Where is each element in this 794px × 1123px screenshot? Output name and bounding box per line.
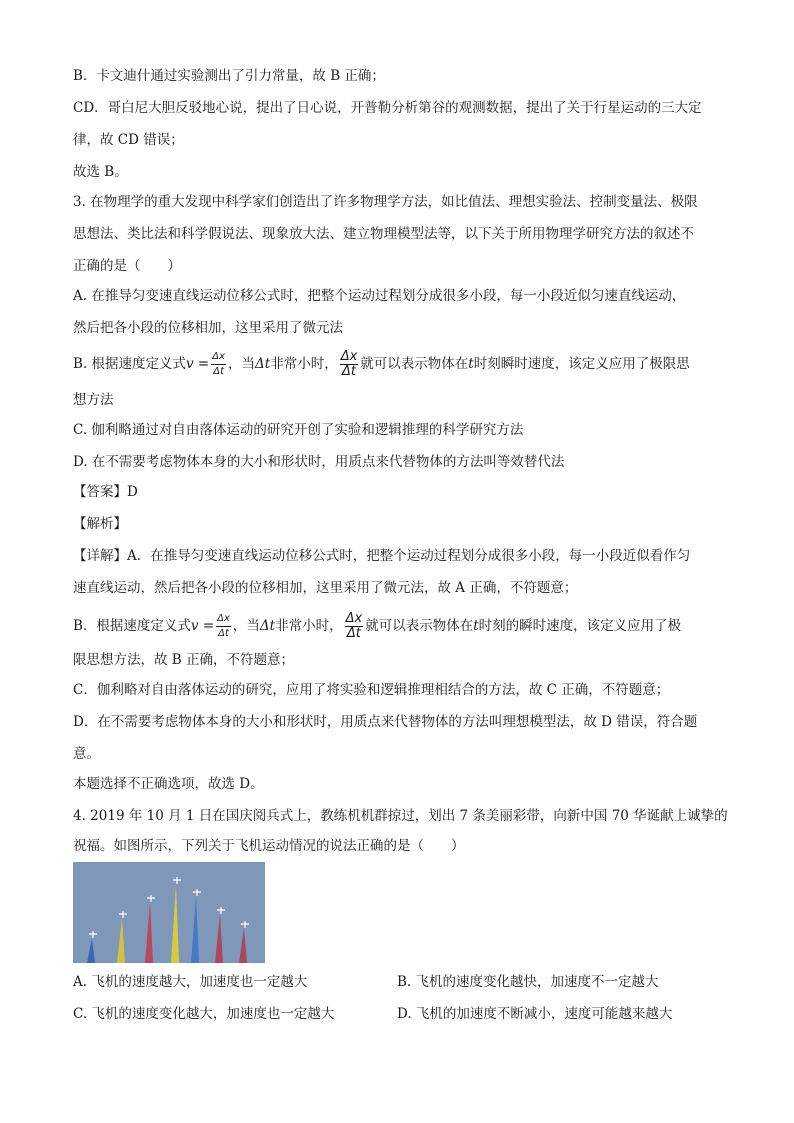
analysis-label: 【解析】	[73, 516, 127, 532]
velocity-symbol: v =	[186, 356, 210, 372]
question-4-stem: 4. 2019 年 10 月 1 日在国庆阅兵式上，教练机机群掠过，划出 7 条美丽彩带，向新中国 70 华诞献上诚挚的	[73, 808, 728, 824]
question-3-stem: 思想法、类比法和科学假说法、现象放大法、建立物理模型法等，以下关于所用物理学研究方法的叙述不	[73, 226, 694, 242]
option-a: A. 飞机的速度越大，加速度也一定越大	[73, 974, 308, 990]
ratio-fraction: $\frac{\Delta x}{\Delta t}$	[340, 349, 358, 379]
text-line: 律，故 CD 错误；	[73, 132, 184, 148]
sky-background	[73, 862, 265, 963]
option-c: C. 飞机的速度变化越大，加速度也一定越大	[73, 1006, 335, 1022]
answer-label: 【答案】D	[73, 484, 138, 500]
detail-line: 限思想方法，故 B 正确，不符题意；	[73, 652, 295, 668]
option-b-cont: 想方法	[73, 392, 114, 408]
airshow-photo	[73, 862, 265, 963]
question-3-stem: 正确的是（ ）	[73, 258, 181, 274]
question-3-stem: 3. 在物理学的重大发现中科学家们创造出了许多物理学方法，如比值法、理想实验法、控制变量法、极限	[73, 194, 698, 210]
velocity-fraction: $\frac{\Delta x}{\Delta t}$	[217, 613, 230, 639]
detail-line: 速直线运动，然后把各小段的位移相加，这里采用了微元法，故 A 正确，不符题意；	[73, 580, 578, 596]
summary-line: 本题选择不正确选项，故选 D。	[73, 776, 264, 792]
q4-options-row-1	[73, 972, 733, 992]
detail-line: C．伽利略对自由落体运动的研究，应用了将实验和逻辑推理相结合的方法，故 C 正确，不符题意；	[73, 682, 670, 698]
detail-b: B．根据速度定义式v = $\frac{\Delta x}{\Delta t}$ ，当Δt非常小时， $\frac{\Delta x}{\Delta t}$ 就可以表示物体在t时刻的瞬时速度，该定义应用了极	[73, 611, 682, 641]
option-c: C. 伽利略通过对自由落体运动的研究开创了实验和逻辑推理的科学研究方法	[73, 422, 524, 438]
text-line: CD．哥白尼大胆反驳地心说，提出了日心说，开普勒分析第谷的观测数据，提出了关于行星运动的三大定	[73, 100, 702, 116]
question-4-stem: 祝福。如图所示，下列关于飞机运动情况的说法正确的是（ ）	[73, 838, 465, 854]
option-a: A. 在推导匀变速直线运动位移公式时，把整个运动过程划分成很多小段，每一小段近似匀速直线运动，	[73, 288, 686, 304]
option-b: B. 根据速度定义式v = $\frac{\Delta x}{\Delta t}$ ，当Δt非常小时， $\frac{\Delta x}{\Delta t}$ 就可以表示物体在t时刻瞬时速度，该定义应用了极限思	[73, 349, 690, 379]
text-line: B．卡文迪什通过实验测出了引力常量，故 B 正确；	[73, 68, 385, 84]
detail-line: 【详解】A．在推导匀变速直线运动位移公式时，把整个运动过程划分成很多小段，每一小段近似看作匀	[73, 548, 691, 564]
option-d: D. 在不需要考虑物体本身的大小和形状时，用质点来代替物体的方法叫等效替代法	[73, 454, 565, 470]
text-line: 故选 B。	[73, 164, 128, 180]
ratio-fraction: $\frac{\Delta x}{\Delta t}$	[345, 611, 363, 641]
q4-options-row-2	[73, 1004, 733, 1024]
detail-line: 意。	[73, 746, 100, 762]
option-a-cont: 然后把各小段的位移相加，这里采用了微元法	[73, 320, 343, 336]
velocity-fraction: $\frac{\Delta x}{\Delta t}$	[212, 351, 226, 377]
detail-line: D．在不需要考虑物体本身的大小和形状时，用质点来代替物体的方法叫理想模型法，故 D 错误，符合题	[73, 714, 698, 730]
option-d: D. 飞机的加速度不断减小，速度可能越来越大	[397, 1006, 673, 1022]
option-b: B. 飞机的速度变化越快，加速度不一定越大	[397, 974, 659, 990]
